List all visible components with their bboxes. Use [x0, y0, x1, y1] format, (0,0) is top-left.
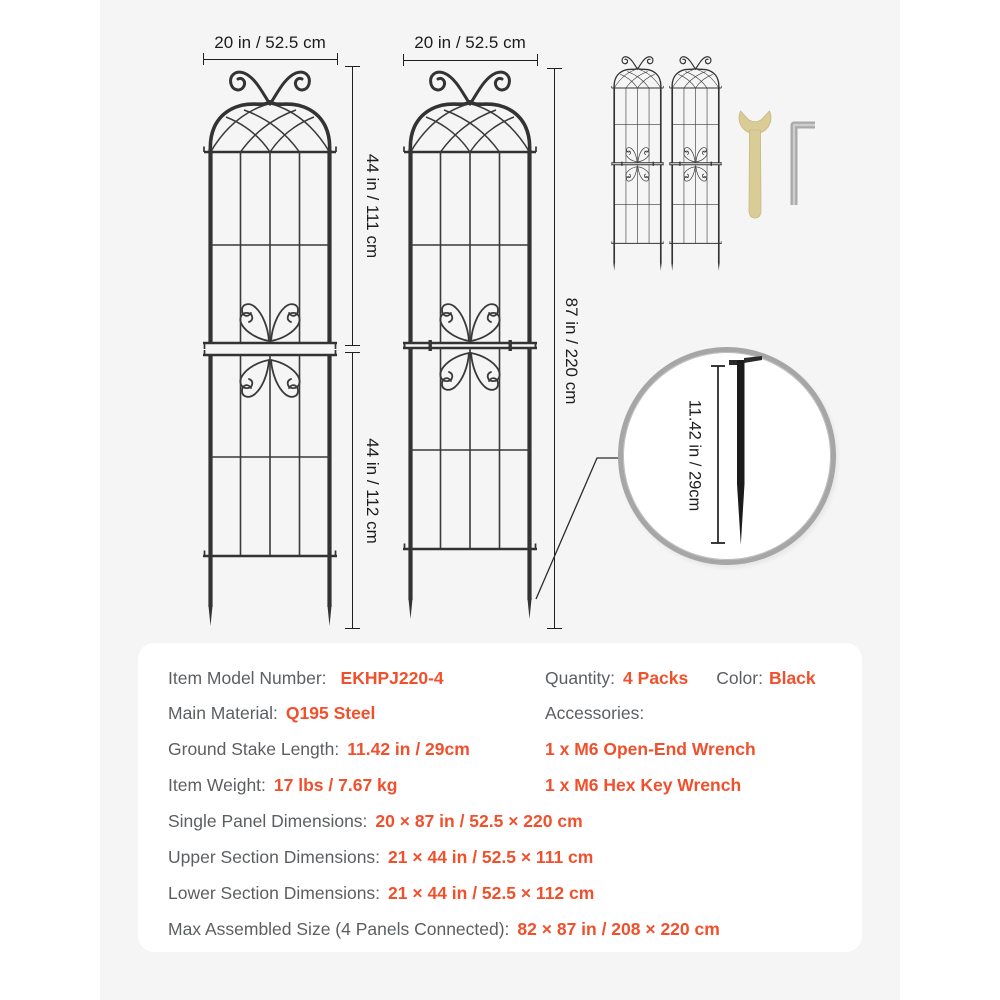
- spec-value: 21 × 44 in / 52.5 × 112 cm: [388, 883, 595, 903]
- spec-label-accessories: Accessories:: [545, 703, 645, 723]
- dimension-label-upper-height: 44 in / 111 cm: [363, 153, 382, 259]
- spec-label: Max Assembled Size (4 Panels Connected):: [168, 919, 510, 939]
- dimension-line-lower-height: [352, 352, 353, 628]
- spec-value: 82 × 87 in / 208 × 220 cm: [517, 919, 720, 939]
- ground-stake-icon: [623, 352, 831, 560]
- spec-card: [138, 643, 862, 952]
- spec-label-quantity: Quantity:: [545, 668, 616, 688]
- tick: [547, 68, 562, 69]
- dimension-label-lower-height: 44 in / 112 cm: [363, 438, 382, 544]
- trellis-diagram-split: [200, 60, 340, 635]
- dimension-label-total-height: 87 in / 220 cm: [562, 297, 581, 405]
- dimension-line-upper-height: [352, 66, 353, 345]
- stake-detail-circle: [618, 347, 836, 565]
- spec-value: Q195 Steel: [285, 703, 376, 723]
- spec-label: Main Material:: [168, 703, 278, 723]
- spec-row-model: [168, 666, 444, 690]
- leader-line: [530, 450, 625, 605]
- spec-row-accessory-1: [545, 737, 756, 761]
- spec-row-weight: [168, 773, 397, 797]
- tick: [403, 54, 404, 66]
- spec-row-quantity-color: [545, 666, 816, 690]
- spec-label-color: Color:: [716, 668, 763, 688]
- tick: [345, 352, 360, 353]
- tick: [337, 53, 338, 65]
- dimension-label-right-width: 20 in / 52.5 cm: [414, 33, 526, 52]
- dimension-line-left-width: [203, 59, 337, 60]
- spec-row-material: [168, 701, 375, 725]
- spec-row-stake-length: [168, 737, 470, 761]
- tick: [345, 345, 360, 346]
- spec-accessory-wrench: 1 x M6 Open-End Wrench: [545, 739, 756, 759]
- spec-row-single-panel: [168, 809, 583, 833]
- mini-trellis-panel-1: [610, 52, 665, 272]
- spec-value: EKHPJ220-4: [340, 668, 444, 688]
- spec-label: Ground Stake Length:: [168, 739, 340, 759]
- dimension-label-left-width: 20 in / 52.5 cm: [214, 33, 326, 52]
- dimension-line-right-width: [403, 60, 537, 61]
- spec-row-accessories: [545, 701, 644, 725]
- mini-trellis-panel-2: [668, 52, 723, 272]
- spec-row-max-assembled: [168, 917, 720, 941]
- trellis-diagram-connected: [400, 60, 540, 635]
- spec-value-quantity: 4 Packs: [623, 668, 689, 688]
- spec-value: 21 × 44 in / 52.5 × 111 cm: [388, 847, 594, 867]
- spec-label: Lower Section Dimensions:: [168, 883, 381, 903]
- tick: [547, 628, 562, 629]
- spec-row-accessory-2: [545, 773, 741, 797]
- hex-key-icon: [782, 118, 822, 210]
- spec-label: Item Weight:: [168, 775, 266, 795]
- spec-label: Upper Section Dimensions:: [168, 847, 381, 867]
- dimension-label-stake-length: 11.42 in / 29cm: [685, 399, 704, 512]
- tick: [345, 628, 360, 629]
- tick: [203, 53, 204, 65]
- tick: [537, 54, 538, 66]
- spec-value-color: Black: [768, 668, 816, 688]
- tick: [345, 66, 360, 67]
- spec-value: 17 lbs / 7.67 kg: [273, 775, 398, 795]
- spec-accessory-hex-key: 1 x M6 Hex Key Wrench: [545, 775, 742, 795]
- open-end-wrench-icon: [736, 100, 774, 224]
- spec-row-lower-section: [168, 881, 594, 905]
- spec-value: 11.42 in / 29cm: [347, 739, 470, 759]
- spec-value: 20 × 87 in / 52.5 × 220 cm: [375, 811, 583, 831]
- spec-label: Item Model Number:: [168, 668, 327, 688]
- spec-row-upper-section: [168, 845, 593, 869]
- spec-label: Single Panel Dimensions:: [168, 811, 368, 831]
